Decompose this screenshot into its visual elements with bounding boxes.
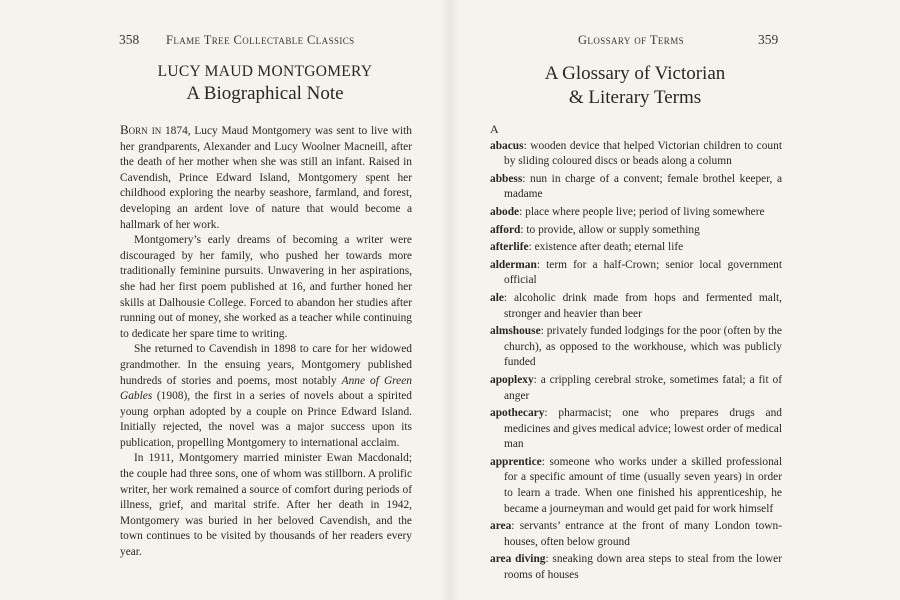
paragraph: Montgomery’s early dreams of becoming a writer were discouraged by her family, who pushed her towards more traditionally feminine pursuits. Unwavering in her aspirations, she had her first poem published at 16, and further honed her skills at Dalhousie College. Forced to abandon her studies after running out of money, she worked as a teacher while continuing to dedicate her spare time to writing. — [120, 234, 412, 340]
lead-in: Born in — [120, 122, 162, 137]
glossary-entry — [490, 172, 782, 203]
glossary-entry — [490, 205, 782, 221]
glossary-definition: : servants’ entrance at the front of many London town-houses, often below ground — [504, 520, 782, 548]
glossary-entry — [490, 519, 782, 550]
glossary-term: alderman — [490, 258, 537, 271]
paragraph-text: She returned to Cavendish in 1898 to care for her widowed grandmother. In the ensuing years, Montgomery published hundreds of stories and poems, most notably — [120, 343, 412, 387]
glossary-term: abacus — [490, 139, 524, 152]
title-subtitle: A Biographical Note — [186, 83, 344, 104]
glossary-term: area — [490, 520, 512, 533]
glossary-term: afford — [490, 223, 521, 236]
glossary-definition: : sneaking down area steps to steal from the lower rooms of houses — [504, 553, 782, 582]
glossary-entry — [490, 139, 782, 170]
glossary-definition: : existence after death; eternal life — [528, 241, 684, 254]
glossary-term: area diving — [490, 553, 546, 566]
title-line: & Literary Terms — [568, 87, 702, 108]
glossary-term: almshouse — [490, 325, 541, 338]
glossary-definition: : nun in charge of a convent; female brothel keeper, a madame — [504, 172, 782, 201]
bio-title — [120, 62, 410, 106]
paragraph — [120, 342, 412, 451]
page-number: 358 — [119, 32, 140, 47]
glossary-definition: : someone who works under a skilled professional for a specific amount of time (usually seven years) in order to learn a trade. When one finished his apprenticeship, he became a journeyman and would get paid for work himself — [504, 455, 782, 515]
glossary-entry — [490, 258, 782, 289]
running-head: Flame Tree Collectable Classics — [166, 33, 355, 47]
glossary-term: apoplexy — [490, 373, 534, 386]
title-line: A Glossary of Victorian — [544, 63, 726, 84]
glossary-definition: : pharmacist; one who prepares drugs and medicines and gives medical advice; lowest order of medical man — [504, 407, 782, 451]
glossary-list — [490, 122, 782, 586]
paragraph-text: (1908), the first in a series of novels about a spirited young orphan adopted by a couple on Prince Edward Island. Initially rejected, the novel was a major success upon its publication, propelling Montgomery to international acclaim. — [120, 390, 412, 449]
glossary-definition: : term for a half-Crown; senior local government official — [504, 258, 782, 287]
glossary-entry — [490, 240, 782, 256]
section-letter: A — [490, 122, 499, 136]
biography-text — [120, 122, 412, 561]
glossary-entry — [490, 223, 782, 239]
glossary-entry — [490, 373, 782, 404]
glossary-term: ale — [490, 291, 504, 304]
glossary-term: apothecary — [490, 407, 545, 420]
glossary-entries — [490, 139, 782, 584]
glossary-title — [490, 62, 780, 110]
glossary-definition: : alcoholic drink made from hops and fermented malt, stronger and heavier than beer — [503, 291, 782, 320]
glossary-entry — [490, 324, 782, 371]
glossary-definition: : place where people live; period of living somewhere — [519, 205, 765, 218]
glossary-term: afterlife — [490, 241, 529, 254]
glossary-entry — [490, 291, 782, 322]
glossary-definition: : privately funded lodgings for the poor (often by the church), as opposed to the workhouse, which was publicly funded — [504, 325, 782, 369]
page-number: 359 — [758, 32, 779, 47]
glossary-entry — [490, 406, 782, 453]
book-title: Anne of Green Gables — [120, 374, 412, 403]
glossary-definition: : to provide, allow or supply something — [520, 223, 700, 236]
right-page — [450, 0, 900, 600]
paragraph: In 1911, Montgomery married minister Ewan Macdonald; the couple had three sons, one of whom was stillborn. A prolific writer, her work remained a source of comfort during periods of illness, grief, and marital strife. After her death in 1942, Montgomery was buried in her beloved Cavendish, and the town continues to be visited by thousands of her readers every year. — [120, 452, 412, 559]
glossary-entry — [490, 455, 782, 517]
glossary-term: abbess — [490, 172, 523, 185]
glossary-term: abode — [490, 205, 520, 218]
paragraph — [120, 122, 412, 233]
glossary-definition: : wooden device that helped Victorian children to count by sliding coloured discs or beads along a column — [504, 139, 782, 168]
glossary-definition: : a crippling cerebral stroke, sometimes fatal; a fit of anger — [504, 373, 782, 402]
running-head: Glossary of Terms — [578, 33, 685, 47]
glossary-term: apprentice — [490, 455, 542, 468]
paragraph-text: 1874, Lucy Maud Montgomery was sent to live with her grandparents, Alexander and Lucy Woolner Macneill, after the death of her mother when she was still an infant. Raised in Cavendish, Prince Edward Island, Montgomery spent her childhood exploring the nearby seashore, farmland, and forest, developing an ardent love of nature that would become a hallmark of her work. — [120, 125, 412, 231]
title-author: LUCY MAUD MONTGOMERY — [157, 63, 373, 80]
glossary-entry — [490, 552, 782, 583]
